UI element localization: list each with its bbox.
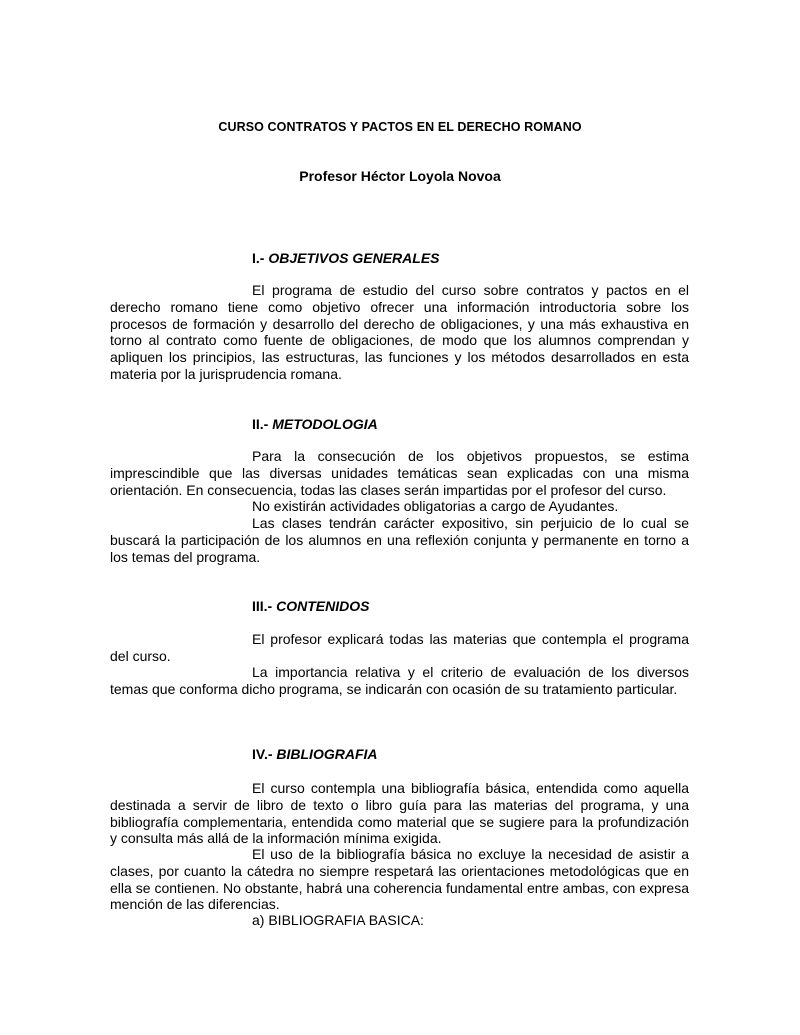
section-heading-metodologia — [252, 416, 378, 432]
section-label: BIBLIOGRAFIA — [276, 746, 378, 762]
paragraph: El programa de estudio del curso sobre contratos y pactos en el derecho romano tiene como objetivo ofrecer una información introductoria sobre los procesos de formación y desarrollo del derecho de obligaciones, y una más exhaustiva en torno al contrato como fuente de obligaciones, de modo que los alumnos comprendan y apliquen los principios, las estructuras, las funciones y los métodos desarrollados en esta materia por la jurisprudencia romana. — [110, 282, 689, 382]
paragraph: Para la consecución de los objetivos propuestos, se estima imprescindible que las diversas unidades temáticas sean explicadas con una misma orientación. En consecuencia, todas las clases serán impartidas por el profesor del curso. — [110, 448, 689, 498]
section-label: METODOLOGIA — [272, 416, 378, 432]
section-label: OBJETIVOS GENERALES — [268, 250, 440, 266]
paragraph: El profesor explicará todas las materias que contempla el programa del curso. — [110, 631, 689, 664]
section-heading-bibliografia — [252, 746, 378, 762]
author-line: Profesor Héctor Loyola Novoa — [299, 168, 501, 184]
paragraph: No existirán actividades obligatorias a cargo de Ayudantes. — [252, 498, 619, 514]
paragraph: El uso de la bibliografía básica no excluye la necesidad de asistir a clases, por cuanto la cátedra no siempre respetará las orientaciones metodológicas que en ella se contienen. No obstante, habrá una coherencia fundamental entre ambas, con expresa mención de las diferencias. — [110, 846, 689, 913]
section-label: CONTENIDOS — [276, 598, 370, 614]
section-heading-objetivos — [252, 250, 440, 266]
section-number: III.- — [252, 598, 273, 614]
section-number: I.- — [252, 250, 265, 266]
paragraph: El curso contempla una bibliografía básica, entendida como aquella destinada a servir de libro de texto o libro guía para las materias del programa, y una bibliografía complementaria, entendida como material que se sugiere para la profundización y consulta más allá de la información mínima exigida. — [110, 780, 689, 847]
paragraph: La importancia relativa y el criterio de evaluación de los diversos temas que conforma dicho programa, se indicarán con ocasión de su tratamiento particular. — [110, 664, 689, 697]
section-number: II.- — [252, 416, 269, 432]
paragraph: Las clases tendrán carácter expositivo, sin perjuicio de lo cual se buscará la participación de los alumnos en una reflexión conjunta y permanente en torno a los temas del programa. — [110, 515, 689, 565]
section-heading-contenidos — [252, 598, 369, 614]
subheading-bibliografia-basica: a) BIBLIOGRAFIA BASICA: — [252, 912, 424, 928]
page-title: CURSO CONTRATOS Y PACTOS EN EL DERECHO ROMANO — [218, 120, 582, 134]
section-number: IV.- — [252, 746, 273, 762]
